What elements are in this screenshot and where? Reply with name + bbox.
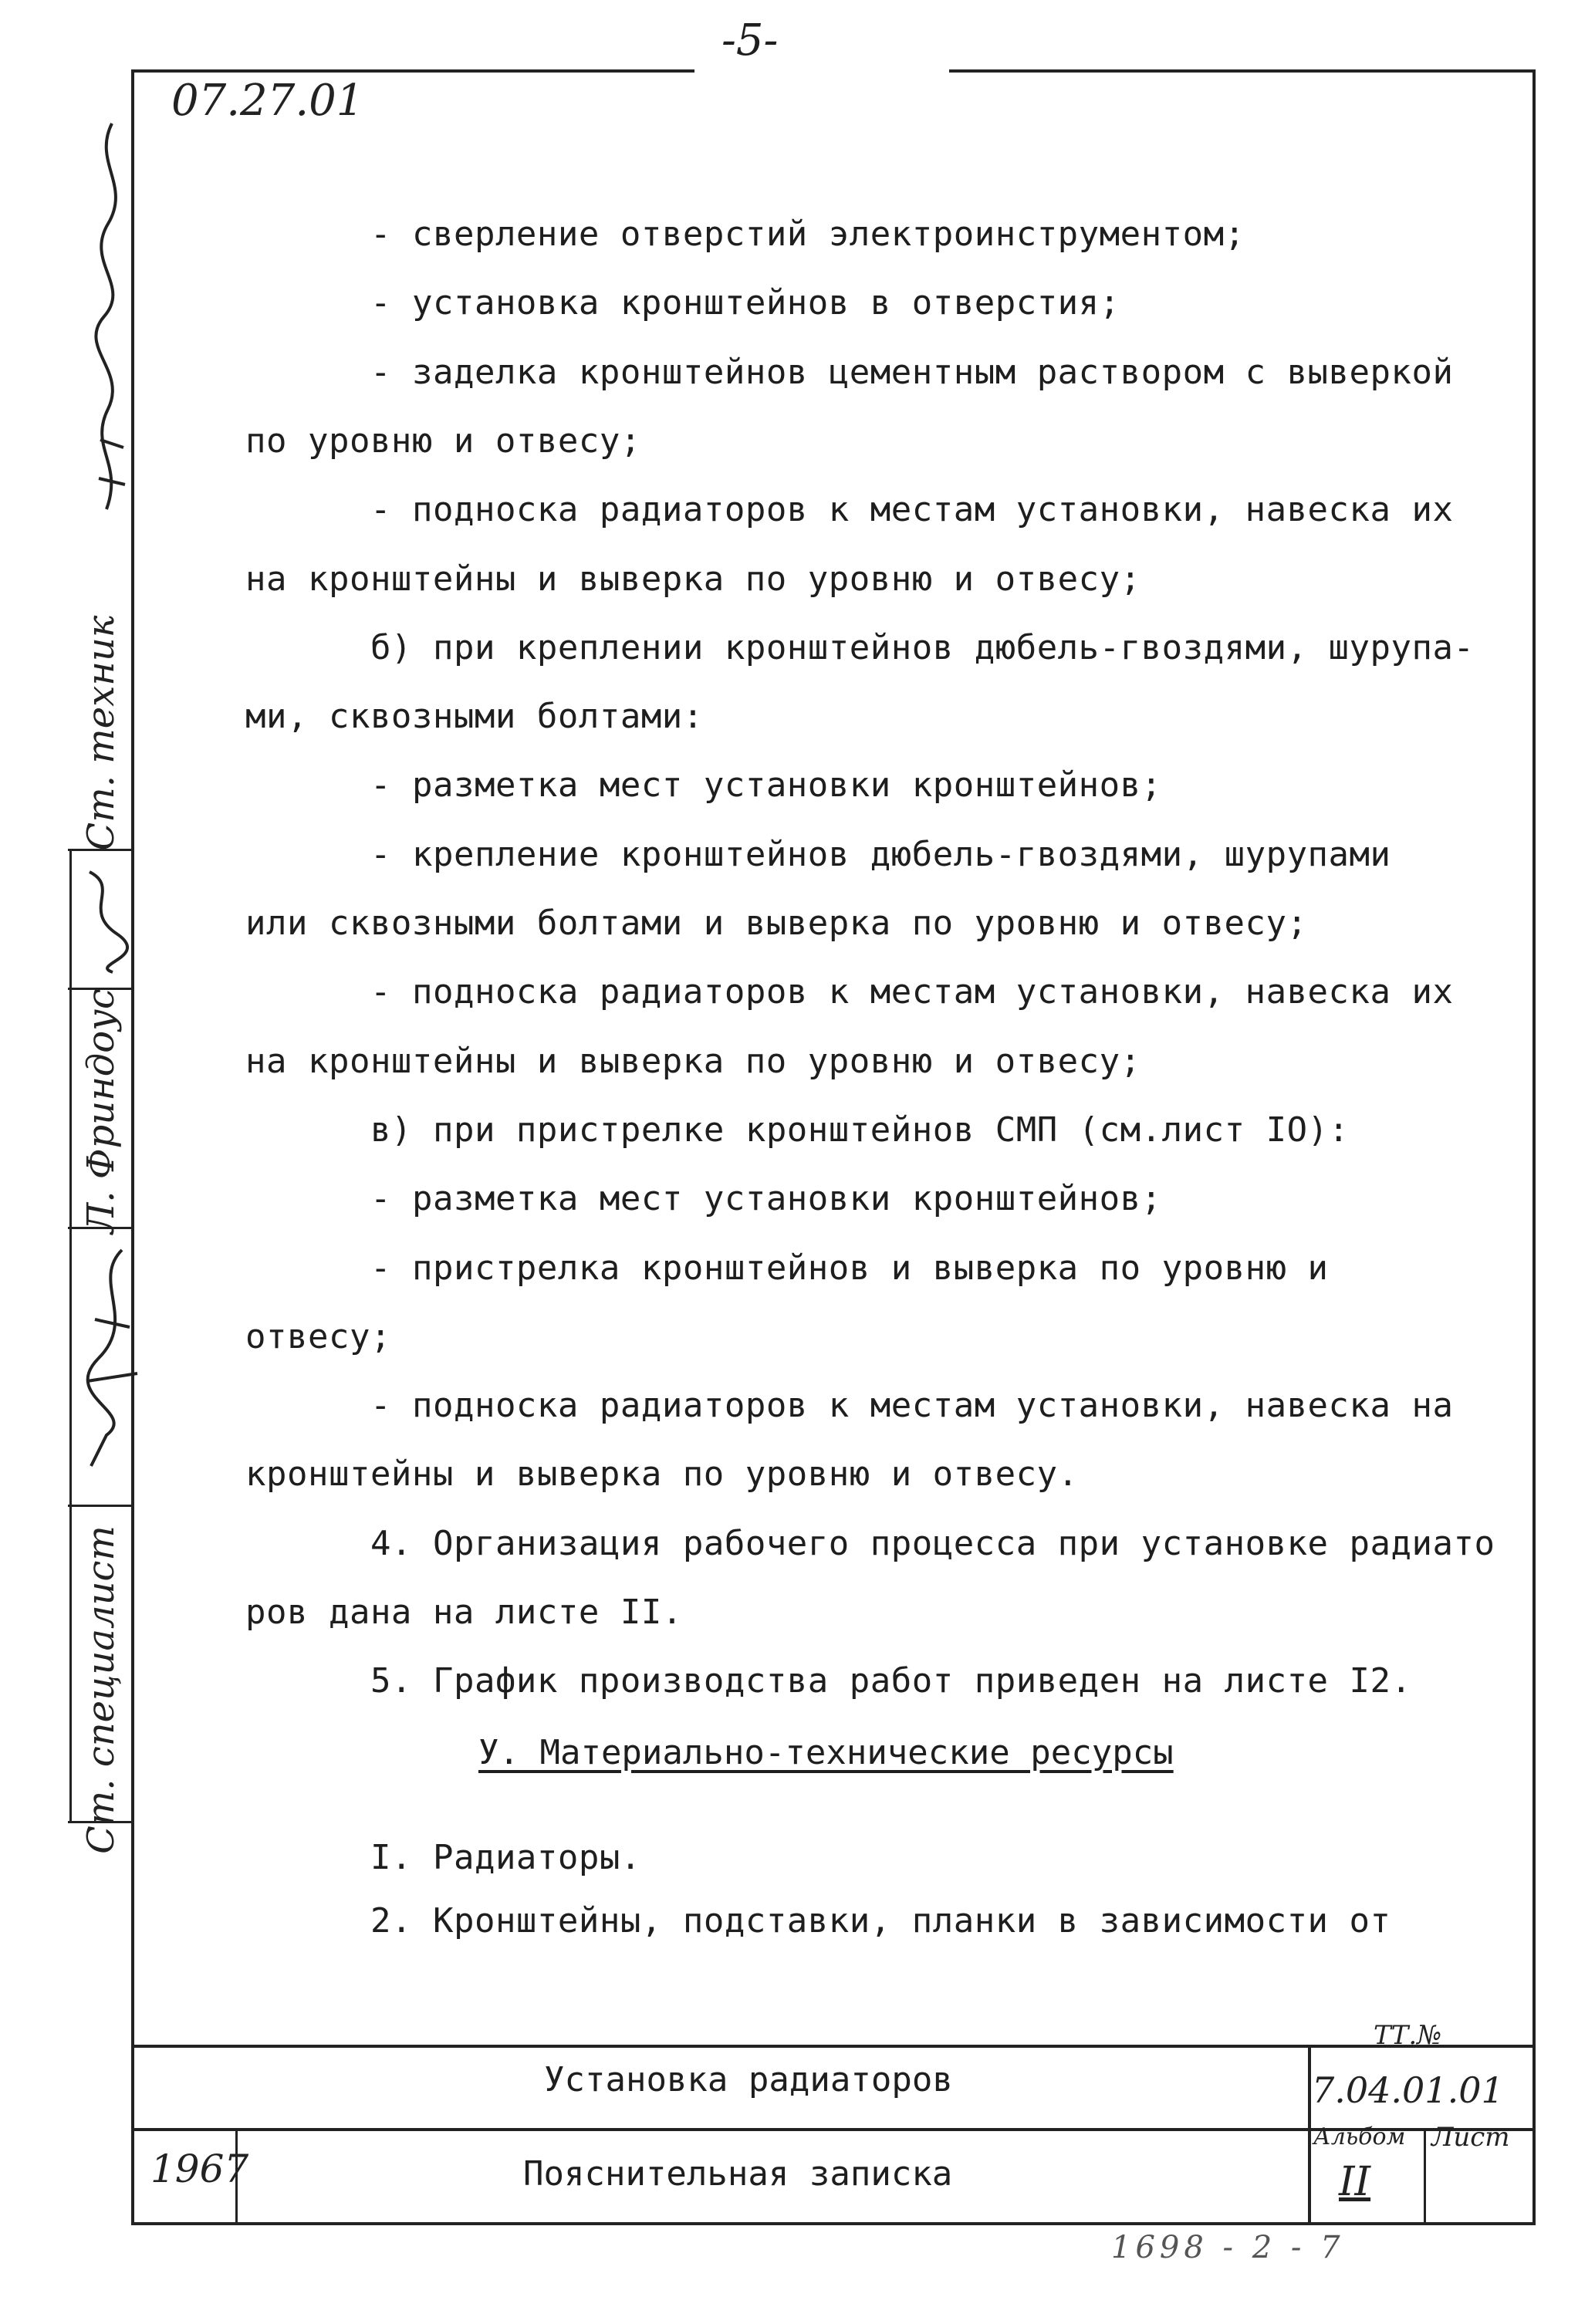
title-block-title: Установка радиаторов [544,2060,953,2099]
body-line: - установка кронштейнов в отверстия; [370,283,1120,323]
body-line: - сверление отверстий электроинструментом; [370,214,1245,254]
body-line: в) при пристрелке кронштейнов СМП (см.лист IO): [370,1110,1350,1150]
body-line: на кронштейны и выверка по уровню и отвесу; [245,559,1141,599]
page-number: -5- [721,15,779,66]
body-line: - подноска радиаторов к местам установки, навеска на [370,1386,1454,1425]
body-line: - разметка мест установки кронштейнов; [370,765,1162,805]
list-item: 2. Кронштейны, подставки, планки в зависимости от [370,1901,1391,1941]
frame-right-border [1532,69,1536,2222]
title-block-album-label: Альбом [1313,2123,1406,2150]
body-line: - крепление кронштейнов дюбель-гвоздями, шурупами [370,835,1391,874]
section-heading: У. Материально-технические ресурсы [478,1733,1174,1772]
side-role-label: Ст. специалист [79,1525,123,1854]
title-block-divider [1424,2128,1426,2222]
list-item: I. Радиаторы. [370,1838,641,1877]
body-line: кронштейны и выверка по уровню и отвесу. [245,1454,1079,1494]
document-code: 07.27.01 [171,76,364,126]
side-margin-line [69,849,72,1821]
title-block-top-border [131,2045,1536,2048]
body-line: ми, сквозными болтами: [245,697,704,736]
body-line: - разметка мест установки кронштейнов; [370,1179,1162,1218]
footer-stamp: 1698 - 2 - 7 [1111,2230,1345,2265]
body-line: - пристрелка кронштейнов и выверка по уровню и [370,1248,1329,1288]
body-line: 5. График производства работ приведен на листе I2. [370,1661,1412,1701]
body-line: отвесу; [245,1317,391,1356]
side-margin-divider [68,1505,133,1507]
side-name-label: Л. Фриндоус [79,988,123,1234]
title-block-sheet-label: Лист [1431,2122,1510,2153]
title-block-divider [1308,2045,1311,2222]
body-line: на кронштейны и выверка по уровню и отвесу; [245,1042,1141,1081]
title-block-album-value: II [1339,2159,1371,2205]
signature-lower [74,856,136,980]
body-line: по уровню и отвесу; [245,421,641,461]
side-role-label: Ст. техник [79,615,123,851]
body-line: - заделка кронштейнов цементным раствором с выверкой [370,353,1454,392]
frame-top-left-border [131,69,694,73]
title-block-year: 1967 [150,2147,249,2191]
body-line: 4. Организация рабочего процесса при установке радиато [370,1524,1495,1563]
signature-top [77,116,147,517]
body-line: ров дана на листе II. [245,1593,683,1632]
title-block-tt-label: ТТ.№ [1374,2020,1442,2051]
body-line: - подноска радиаторов к местам установки, навеска их [370,972,1454,1012]
title-block-code: 7.04.01.01 [1312,2069,1504,2111]
signature-middle [76,1235,145,1497]
body-line: - подноска радиаторов к местам установки, навеска их [370,490,1454,529]
title-block-subtitle: Пояснительная записка [523,2154,953,2194]
body-line: б) при креплении кронштейнов дюбель-гвоздями, шурупа- [370,628,1475,667]
frame-top-right-border [949,69,1536,73]
frame-bottom-border [131,2222,1536,2225]
body-line: или сквозными болтами и выверка по уровню и отвесу; [245,904,1308,943]
